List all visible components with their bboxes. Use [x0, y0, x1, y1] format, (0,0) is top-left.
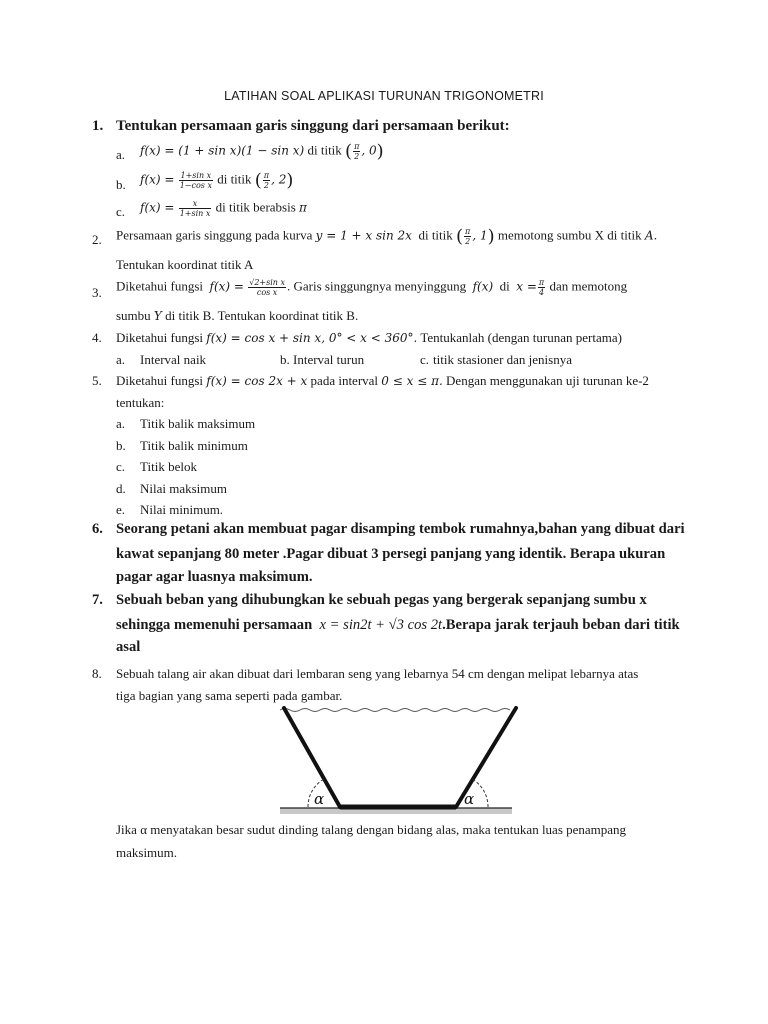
q1a-pt-den: 2 [354, 152, 360, 161]
q4-line1 [116, 330, 622, 346]
q1-heading: Tentukan persamaan garis singgung dari persamaan berikut: [116, 118, 510, 134]
q2-line1: Persamaan garis singgung pada kurva y = 1 + x sin 2x di titik ( $\frac{\pi}{2}$ , 1) memotong sumbu X di titik A. [116, 226, 658, 247]
q2-curve: y = 1 + x sin 2x [315, 228, 412, 243]
q3-lhs: f(x) = [209, 279, 244, 294]
q1c-line [140, 199, 307, 218]
q5-line2: tentukan: [116, 395, 165, 410]
q2-pt-num: π [465, 227, 471, 236]
q3-x-num: π [538, 278, 545, 287]
q1a-expr: f(x) = (1 + sin x)(1 − sin x) [140, 143, 305, 158]
left-angle-label: α [314, 790, 325, 808]
q8-line3: Jika α menyatakan besar sudut dinding talang dengan bidang alas, maka tentukan luas penampang [116, 822, 627, 837]
q7-line2 [116, 617, 680, 634]
q8-line2: tiga bagian yang sama seperti pada gambar. [116, 688, 343, 703]
water-surface [280, 709, 510, 712]
q5d-text: Nilai maksimum [140, 481, 228, 496]
q1c-label: c. [116, 204, 126, 219]
q2-l1b: di titik [418, 227, 453, 243]
q3-fx: f(x) [472, 279, 494, 294]
document-title: LATIHAN SOAL APLIKASI TURUNAN TRIGONOMETRI [224, 89, 544, 103]
q1a-label: a. [116, 147, 126, 162]
q3-den: cos x [256, 288, 278, 297]
q8-line1: Sebuah talang air akan dibuat dari lembaran seng yang lebarnya 54 cm dengan melipat lebarnya atas [116, 666, 639, 681]
q7-line1: Sebuah beban yang dihubungkan ke sebuah pegas yang bergerak sepanjang sumbu x [116, 592, 647, 608]
q6-line2: kawat sepanjang 80 meter .Pagar dibuat 3 persegi panjang yang identik. Berapa ukuran [116, 546, 666, 562]
q1a-pt-rest: , 0 [361, 143, 377, 158]
q1b-pt-den: 2 [263, 181, 269, 190]
q1c-lhs: f(x) = [140, 200, 175, 215]
q1c-tail: di titik berabsis [215, 199, 296, 215]
q3-l2b: di titik B. Tentukan koordinat titik B. [165, 308, 359, 323]
q7-equation: x = sin2t + √3 cos 2t [319, 617, 443, 633]
q4a-label: a. [116, 352, 126, 367]
q3-line1 [116, 278, 676, 297]
q3-xeq: x = [516, 279, 537, 294]
q6-number: 6. [92, 521, 103, 537]
q2-pt-rest: , 1 [472, 228, 488, 243]
q5b-label: b. [116, 438, 126, 453]
q7-l2a: sehingga memenuhi persamaan [116, 617, 313, 633]
q3-l2a: sumbu [116, 308, 151, 323]
q4-l1a: Diketahui fungsi [116, 330, 204, 345]
q5-l1a: Diketahui fungsi [116, 373, 204, 388]
q4-expr: f(x) = cos x + sin x, 0° < x < 360°. [206, 331, 418, 345]
q1b-tail: di titik [217, 171, 252, 187]
q1c-abs: π [299, 200, 307, 215]
q1c-den: 1+sin x [179, 209, 211, 218]
q4a-text: Interval naik [140, 352, 207, 367]
q5b-text: Titik balik minimum [140, 438, 248, 453]
q3-num: √2+sin x [249, 278, 285, 287]
q5c-text: Titik belok [140, 459, 197, 474]
q6-line3: pagar agar luasnya maksimum. [116, 569, 313, 585]
q2-number: 2. [92, 232, 102, 247]
q5a-label: a. [116, 416, 126, 431]
q3-line2 [116, 308, 358, 324]
q1b-den: 1−cos x [179, 181, 212, 190]
right-angle-arc [472, 779, 488, 807]
q5-number: 5. [92, 373, 102, 388]
q2-l1d: A. [644, 228, 658, 243]
q1a-tail: di titik [307, 142, 342, 158]
q5e-label: e. [116, 502, 126, 517]
gutter-diagram [270, 700, 520, 816]
q3-l1b: . Garis singgungnya menyinggung [286, 278, 467, 294]
q4c-label: c. [420, 352, 430, 367]
q1b-pt-num: π [263, 171, 270, 180]
q1c-num: x [179, 199, 212, 209]
q2-l1c: memotong sumbu X di titik [497, 227, 642, 243]
q4-l1b: Tentukanlah (dengan turunan pertama) [420, 330, 622, 345]
q3-x-den: 4 [539, 288, 545, 297]
q3-l1c: di [499, 278, 510, 294]
q7-line3: asal [116, 639, 141, 655]
q2-l1a: Persamaan garis singgung pada kurva [116, 227, 313, 243]
q4-number: 4. [92, 330, 102, 345]
q5-expr: f(x) = cos 2x + x [206, 374, 308, 388]
q5d-label: d. [116, 481, 126, 496]
q1b-num: 1+sin x [180, 171, 212, 180]
q1a-line: f(x) = (1 + sin x)(1 − sin x) di titik ( $\frac{\pi}{2}$ , 0) [140, 141, 384, 162]
q4c-text: titik stasioner dan jenisnya [433, 352, 573, 367]
q1b-lhs: f(x) = [140, 172, 175, 187]
q5-interval: 0 ≤ x ≤ π. [381, 374, 443, 388]
q7-l2b: .Berapa jarak terjauh beban dari titik [442, 617, 680, 633]
right-angle-label: α [464, 790, 475, 808]
q5c-label: c. [116, 459, 126, 474]
q5-l1b: pada interval [310, 373, 379, 388]
q3-l1d: dan memotong [549, 278, 628, 294]
q5a-text: Titik balik maksimum [140, 416, 256, 431]
q1b-pt-rest: , 2 [271, 172, 287, 187]
q3-l2y: Y [153, 309, 162, 323]
q1-number: 1. [92, 118, 104, 134]
q4b-text: Interval turun [293, 352, 365, 367]
q4b-label: b. [280, 352, 290, 367]
q1b-line: f(x) = $\frac{\text{1+sin x}}{\text{1−cos x}}$ di titik ( $\frac{\pi}{2}$ , 2) [140, 170, 294, 191]
q5-line1 [116, 373, 649, 389]
q5e-text: Nilai minimum. [140, 502, 224, 517]
q6-line1: Seorang petani akan membuat pagar disamping tembok rumahnya,bahan yang dibuat dari [116, 521, 685, 537]
q5-l1c: Dengan menggunakan uji turunan ke-2 [446, 373, 649, 388]
q2-pt-den: 2 [465, 237, 471, 246]
q1b-label: b. [116, 177, 126, 192]
q1a-pt-num: π [354, 142, 360, 151]
q7-number: 7. [92, 592, 103, 608]
q3-l1a: Diketahui fungsi [116, 278, 204, 294]
q2-line2: Tentukan koordinat titik A [116, 257, 254, 272]
q8-line4: maksimum. [116, 845, 178, 860]
q8-number: 8. [92, 666, 102, 681]
q3-number: 3. [92, 285, 102, 300]
